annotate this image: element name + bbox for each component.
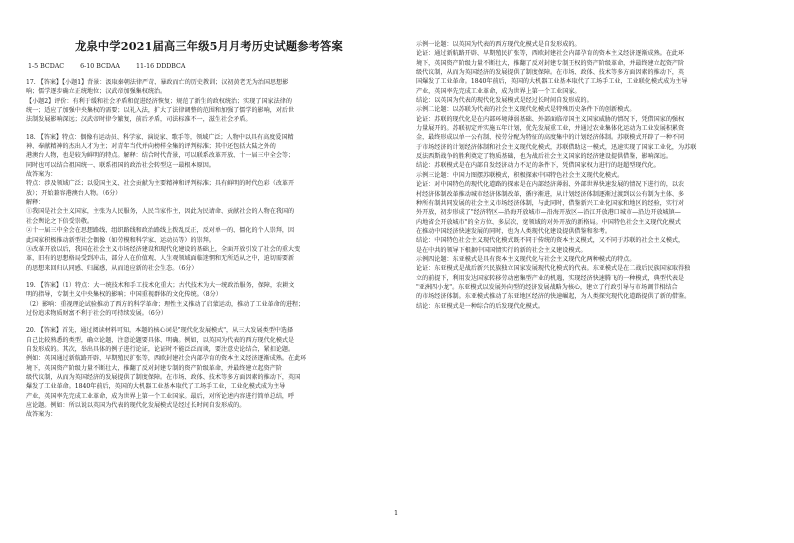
q18-line: 故答案为： bbox=[26, 171, 57, 179]
example-1-argument: 级代议制，从而为英国经济的发展提供了制度保障。在市场、政体、技术等多方面因素的推动下，英 bbox=[416, 69, 685, 77]
right-column bbox=[416, 40, 778, 311]
q18-line: ③改革开放以后，我国在社会主义市场经济建设和现代化建设的基础上，全面开放引发了社会的重大变 bbox=[26, 245, 301, 253]
q18-line: 社会舆论之下倍受崇敬。 bbox=[26, 217, 94, 225]
q17-line: 统一；适应了加强中央集权的需要；以礼入法，扩大了法律调整的范围和加强了儒学的影响，对后世 bbox=[26, 107, 295, 115]
example-2-argument: 金，最终形成以单一公有制、按劳分配为特征的高度集中的计划经济体制。苏联模式开辟了一种不同 bbox=[416, 134, 685, 142]
q19-section bbox=[26, 281, 392, 318]
q20-line: 爆发了工业革命。1840年前后，英国的大机器工业基本取代了工场手工业，工业化模式成为主导 bbox=[26, 383, 286, 391]
q18-line: 解释： bbox=[26, 199, 45, 207]
q18-line: 此国家积极推动新型社会偶像（如劳模和科学家、运动员等）的崇拜。 bbox=[26, 236, 215, 244]
q20-line: 级代议制，从而为英国经济的发展提供了制度保障。在市场、政体、技术等多方面因素的推动下，英国 bbox=[26, 373, 301, 381]
q17-line: 响；儒学逐步确立正统地位；汉武帝加强集权统治。 bbox=[26, 88, 167, 96]
example-3-argument: 在推动中国经济快速发展的同时，也为人类现代化建设提供借鉴和参考。 bbox=[416, 227, 611, 235]
multiple-choice-answers: 1-5 BCDAC 6-10 BCDAA 11-16 DDDBCA bbox=[28, 63, 186, 70]
q18-line: ②十一届三中全会在思想路线、组织路线和政治路线上拨乱反正，反对单一的、僵化的个人崇拜，因 bbox=[26, 227, 295, 235]
left-column bbox=[26, 38, 392, 428]
q18-line: 神、奉献精神的杰出人才为主；对青年当代并向榜样全集的评判标准；其中还包括大陆之外的 bbox=[26, 143, 276, 151]
example-1-argument: 境下，英国资产阶级力量不断壮大，推翻了反对封建专制王权的资产阶级革命，并最终建立起资产阶 bbox=[416, 59, 685, 67]
example-2-argument: 反法西斯战争的胜利奠定了物质基础，也为战后社会主义国家的经济建设提供借鉴，影响深远。 bbox=[416, 153, 672, 161]
example-3-argument: 论证：对中国特色的现代化道路的探索是在内部经济薄弱、外部世界快速发展的情况下进行的，以农 bbox=[416, 181, 685, 189]
example-3-argument: 内地省会开放城市"的全方位、多层次、宽领域的对外开放的新格局。中国特色社会主义现代化模式 bbox=[416, 218, 681, 226]
q20-section bbox=[26, 326, 392, 419]
example-4-conclusion: 结论：东亚模式是一种综合的后发现代化模式。 bbox=[416, 302, 544, 310]
example-1-argument: 论证：通过新航路开辟、早期殖民扩张等，西欧封建社会内部孕育的资本主义经济逐渐成熟。在此环 bbox=[416, 50, 685, 58]
example-4-thesis: 示例四论题：东亚模式是具有资本主义现代化与社会主义现代化两种模式的特点。 bbox=[416, 255, 636, 263]
q19-line: 过份追求物质财富不利于社会的可持续发展。（6分） bbox=[26, 309, 167, 317]
example-4-argument: 立的前提下，利用发达国家转移劳动密集型产业的机遇，实现经济快速腾飞的一种模式，典型代表是 bbox=[416, 274, 685, 282]
example-3-conclusion: 结论：中国特色社会主义现代化模式既不同于传统的资本主义模式，又不同于苏联的社会主义模式， bbox=[416, 237, 685, 245]
example-1-argument: 国爆发了工业革命。1840年前后，英国的大机器工业基本取代了工场手工业，工业联化模式成为主导 bbox=[416, 78, 688, 86]
example-1-argument: 产业，英国率先完成工业革命，成为世界上第一个工业国家。 bbox=[416, 87, 581, 95]
q18-line: 放）；开始兼容港澳台人物。（6分） bbox=[26, 189, 122, 197]
example-3-thesis: 示例三论题：中国力图摆苏联模式，积极探索中国特色社会主义现代化模式。 bbox=[416, 171, 624, 179]
q20-line: 自己比较熟悉的类型，确立论题，注意论题要具体、明确。例如，以英国为代表的西方现代化模式是 bbox=[26, 336, 295, 344]
example-4-argument: 论证：东亚模式是战后新兴民族独立国家发展现代化模式的代表。东亚模式是在二战后民族国家取得独 bbox=[416, 265, 691, 273]
q20-line: 应论题。例如：所以说以英国为代表的现代化发展模式是经过长时间自发形成的。 bbox=[26, 402, 246, 409]
q18-section bbox=[26, 133, 392, 273]
q18-line: 18. 【答案】特点：偶像有运动员、科学家、演说家、歌手等，领域广泛；人物中以具有高度爱国精 bbox=[26, 133, 294, 141]
q17-line: 【小题2】评价：有利于缓和社会矛盾和促进经济恢复；规范了新生的政权统治；实现了国家法律的 bbox=[26, 97, 292, 105]
q17-section bbox=[26, 78, 392, 125]
example-1-thesis: 示例一论题：以英国为代表的西方现代化模式是自发形成的。 bbox=[416, 41, 581, 48]
example-2-argument: 力量展开的。苏联初定并实施五年计划，优先发展重工业，并通过农业集体化运动为工业发展积累资 bbox=[416, 125, 685, 133]
q20-line: 境下，英国资产阶级力量不断壮大，推翻了反对封建专制的资产阶级革命，并最终建立起资产阶 bbox=[26, 364, 282, 372]
q20-line: 20. 【答案】首先，通过阅读材料可知，本题的核心词是"现代化发展模式"，从三大发展类型中选择 bbox=[26, 327, 294, 335]
example-3-argument: 外开放，初步形成了"经济特区—沿海开放城市—沿海开放区—沿江开放港口城市—沿边开放城镇— bbox=[416, 209, 681, 217]
example-2-argument: 论证：苏联的现代化是在内部环境薄弱基础、外部面临帝国主义国家威胁的情况下，凭借国家的强权 bbox=[416, 115, 685, 123]
q20-line: 例如：英国通过新航路开辟、早期殖民扩张等，西欧封建社会内部孕育的资本主义经济逐渐成熟。在此环 bbox=[26, 355, 307, 363]
q18-line: 的思想来回归认同感、归属感，从而追应新的社会生态。（6分） bbox=[26, 264, 198, 272]
q17-line: 法制发展影响深远；汉武帝时律令繁复，前后矛盾，司法标准不一，滋生社会矛盾。 bbox=[26, 116, 252, 124]
q19-line: 明的指导，专制主义中央集权的影响；中国重视群体的文化传统。（8分） bbox=[26, 291, 222, 299]
q19-line: 19. 【答案】（1）特点：大一统技术和手工技术化重大；古代技术为大一统政治服务，保障，农耕文 bbox=[26, 281, 295, 289]
example-2-argument: 于市场经济的计划经济体制和社会主义现代化模式，苏联借助这一模式，迅速实现了国家工业化，为苏联 bbox=[416, 143, 697, 151]
example-3-argument: 村经济体制改革推动城市经济体制改革，循序渐进，从计划经济体制逐渐过渡到以公有制为主体、多 bbox=[416, 190, 685, 198]
example-2-conclusion: 结论：苏联模式是在内部自发经济动力不足的条件下，凭借国家权力进行的赶超型现代化。 bbox=[416, 162, 660, 170]
q18-line: ①我国是社会主义国家，主张为人民服务，人民当家作主，因此为民请命、贡献社会的人物在我国的 bbox=[26, 208, 295, 216]
q18-line: 同时也可以结合祖国统一、联系祖国的政治社会转型这一最根本原因。 bbox=[26, 161, 215, 169]
q18-line: 革，旧有的思想格局受到冲击，部分人在价值观、人生观领域面临迷惘和无所适从之中，迫切需要新 bbox=[26, 255, 295, 263]
example-3-argument: 种所有制共同发展的社会主义市场经济体制，与此同时，借鉴新兴工业化国家和地区的经验，实行对 bbox=[416, 199, 685, 207]
q18-line: 特点：涉及领域广泛；以爱国主义、社会贡献为主要精神和评判标准；具有鲜明的时代色彩（改革开 bbox=[26, 180, 295, 188]
example-4-argument: 的市场经济体制。东亚模式推动了东亚地区经济的快速崛起，为人类探究现代化道路提供了新的借鉴。 bbox=[416, 293, 691, 301]
q17-line: 17. 【答案】【小题1】背景：汲取秦朝法律严苛、暴政而亡的历史教训；汉初黄老无为治国思想影 bbox=[26, 79, 289, 86]
q20-line: 故答案为： bbox=[26, 411, 57, 419]
q20-line: 产业，英国率先完成工业革命，成为世界上第一个工业国家。最后，对所论述内容进行简单总结，呼 bbox=[26, 392, 295, 400]
example-3-conclusion: 是在中共的领导下根据中国国情实行的新的社会主义建设模式。 bbox=[416, 246, 587, 254]
page-number: 1 bbox=[394, 509, 399, 517]
example-1-conclusion: 结论：以英国为代表的现代化发展模式是经过长时间自发形成的。 bbox=[416, 97, 593, 105]
example-2-thesis: 示例二论题：以苏联为代表的社会主义现代化模式是特殊历史条件下的创新模式。 bbox=[416, 106, 636, 114]
q19-line: （2）影响：重视理论试验推动了西方的科学革命；理性主义推动了启蒙运动，推动了工业革命的进程； bbox=[26, 300, 305, 308]
q18-line: 港澳台人物，也是较为鲜明的特点。解释：结合时代背景，可以联系改革开放、十一届三中全会等； bbox=[26, 152, 295, 160]
document-title: 龙泉中学2021届高三年级5月月考历史试题参考答案 bbox=[75, 39, 343, 53]
example-4-argument: "亚洲四小龙"。东亚模式以发展外向型的经济发展战略为核心，建立了行政引导与市场调节相结合 bbox=[416, 283, 678, 291]
q20-line: 自发形成的。其次，举出具体的例子进行论证，论证时不能泛泛而谈，要注意史论结合，紧扣论题。 bbox=[26, 345, 295, 353]
